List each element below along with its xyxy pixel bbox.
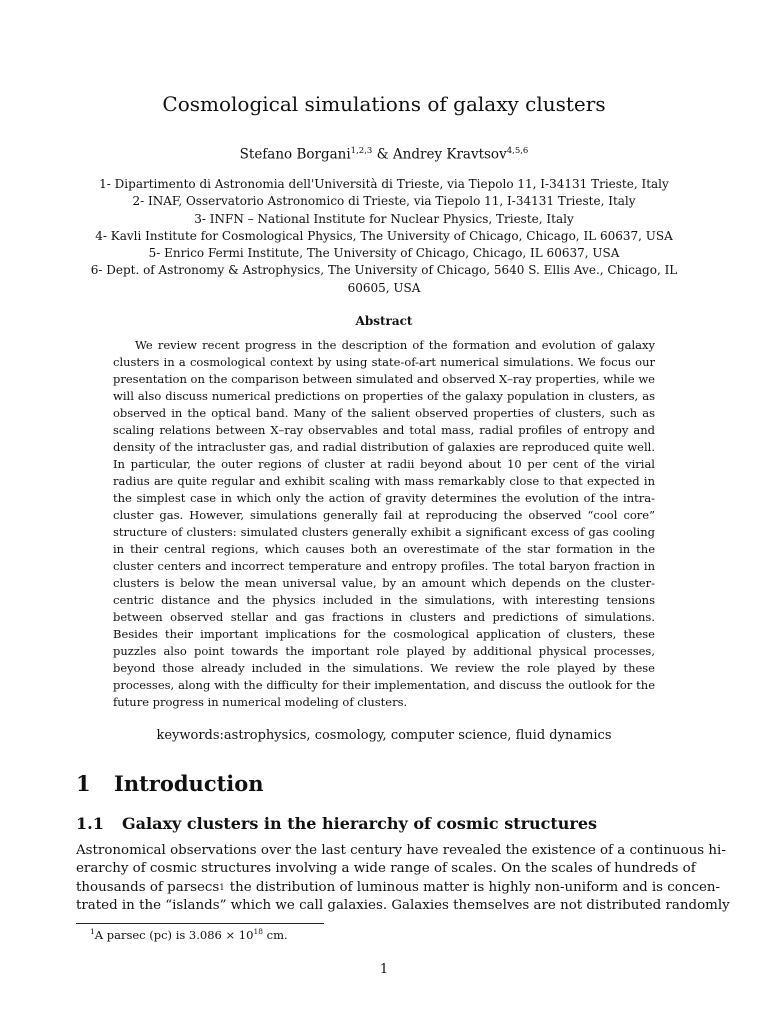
page-number: 1 (379, 962, 389, 977)
body-line-text: trated in the “islands” which we call galaxies. Galaxies themselves are not distributed randomly (76, 897, 730, 913)
subsection-heading (76, 814, 597, 833)
section-title: Introduction (114, 771, 264, 796)
section-heading (76, 771, 264, 796)
body-line (76, 842, 726, 860)
body-line (76, 860, 696, 878)
author-separator: & (372, 146, 393, 163)
author-affiliation-marks: 4,5,6 (506, 146, 529, 156)
subsection-title: Galaxy clusters in the hierarchy of cosmic structures (122, 814, 598, 833)
keywords-line: keywords:astrophysics, cosmology, computer science, fluid dynamics (156, 728, 612, 743)
body-paragraph (76, 842, 730, 915)
body-line-text: the distribution of luminous matter is highly non-uniform and is concen- (229, 879, 721, 895)
affiliations-block (80, 176, 688, 297)
footnote-mark: 1 (90, 927, 95, 936)
body-line-text: erarchy of cosmic structures involving a wide range of scales. On the scales of hundreds of (76, 861, 696, 877)
section-number: 1 (76, 771, 91, 796)
author-name: Andrey Kravtsov (392, 146, 507, 163)
affiliation-line: 3- INFN – National Institute for Nuclear Physics, Trieste, Italy (194, 211, 574, 226)
author-affiliation-marks: 1,2,3 (350, 146, 373, 156)
affiliation-line: 4- Kavli Institute for Cosmological Physics, The University of Chicago, Chicago, IL 60637, USA (95, 228, 673, 243)
author-line (0, 146, 768, 163)
footnote-rule (76, 923, 324, 924)
body-line-text: thousands of parsecs (76, 879, 220, 895)
paper-title: Cosmological simulations of galaxy clusters (162, 92, 606, 116)
affiliation-line: 5- Enrico Fermi Institute, The University of Chicago, Chicago, IL 60637, USA (148, 246, 620, 261)
footnote-text: A parsec (pc) is 3.086 × 10 (94, 927, 254, 942)
footnote-reference[interactable]: 1 (219, 882, 225, 893)
abstract-text: We review recent progress in the description of the formation and evolution of galaxy clusters in a cosmological context by using state-of-art numerical simulations. We focus our presentation on the comparison between simulated and observed X–ray properties, while we will also discuss numerical predictions on properties of the galaxy population in clusters, as observed in the optical band. Many of the salient observed properties of clusters, such as scaling relations between X–ray observables and total mass, radial profiles of entropy and density of the intracluster gas, and radial distribution of galaxies are reproduced quite well. In particular, the outer regions of cluster at radii beyond about 10 per cent of the virial radius are quite regular and exhibit scaling with mass remarkably close to that expected in the simplest case in which only the action of gravity determines the evolution of the intra-cluster gas. However, simulations generally fail at reproducing the observed “cool core” structure of clusters: simulated clusters generally exhibit a significant excess of gas cooling in their central regions, which causes both an overestimate of the star formation in the cluster centers and incorrect temperature and entropy profiles. The total baryon fraction in clusters is below the mean universal value, by an amount which depends on the cluster-centric distance and the physics included in the simulations, with interesting tensions between observed stellar and gas fractions in clusters and predictions of simulations. Besides their important implications for the cosmological application of clusters, these puzzles also point towards the important role played by additional physical processes, beyond those already included in the simulations. We review the role played by these processes, along with the difficulty for their implementation, and discuss the outlook for the future progress in numerical modeling of clusters. (113, 338, 655, 709)
footnote-text-end: cm. (262, 927, 288, 942)
abstract-body (113, 337, 655, 711)
author-name: Stefano Borgani (239, 146, 351, 163)
footnote (90, 927, 288, 942)
subsection-number: 1.1 (76, 814, 104, 833)
affiliation-line: 1- Dipartimento di Astronomia dell'Università di Trieste, via Tiepolo 11, I-34131 Trieste, Italy (99, 177, 669, 191)
affiliation-line: 2- INAF, Osservatorio Astronomico di Trieste, via Tiepolo 11, I-34131 Trieste, Italy (132, 194, 636, 209)
footnote-exponent: 18 (253, 927, 263, 936)
affiliation-line: 6- Dept. of Astronomy & Astrophysics, The University of Chicago, 5640 S. Ellis Ave., Chicago, IL 60605, USA (90, 263, 678, 295)
abstract-heading: Abstract (355, 314, 413, 328)
body-line-text: Astronomical observations over the last century have revealed the existence of a continuous hi- (76, 843, 726, 858)
body-line (76, 897, 730, 915)
body-line (76, 879, 721, 897)
